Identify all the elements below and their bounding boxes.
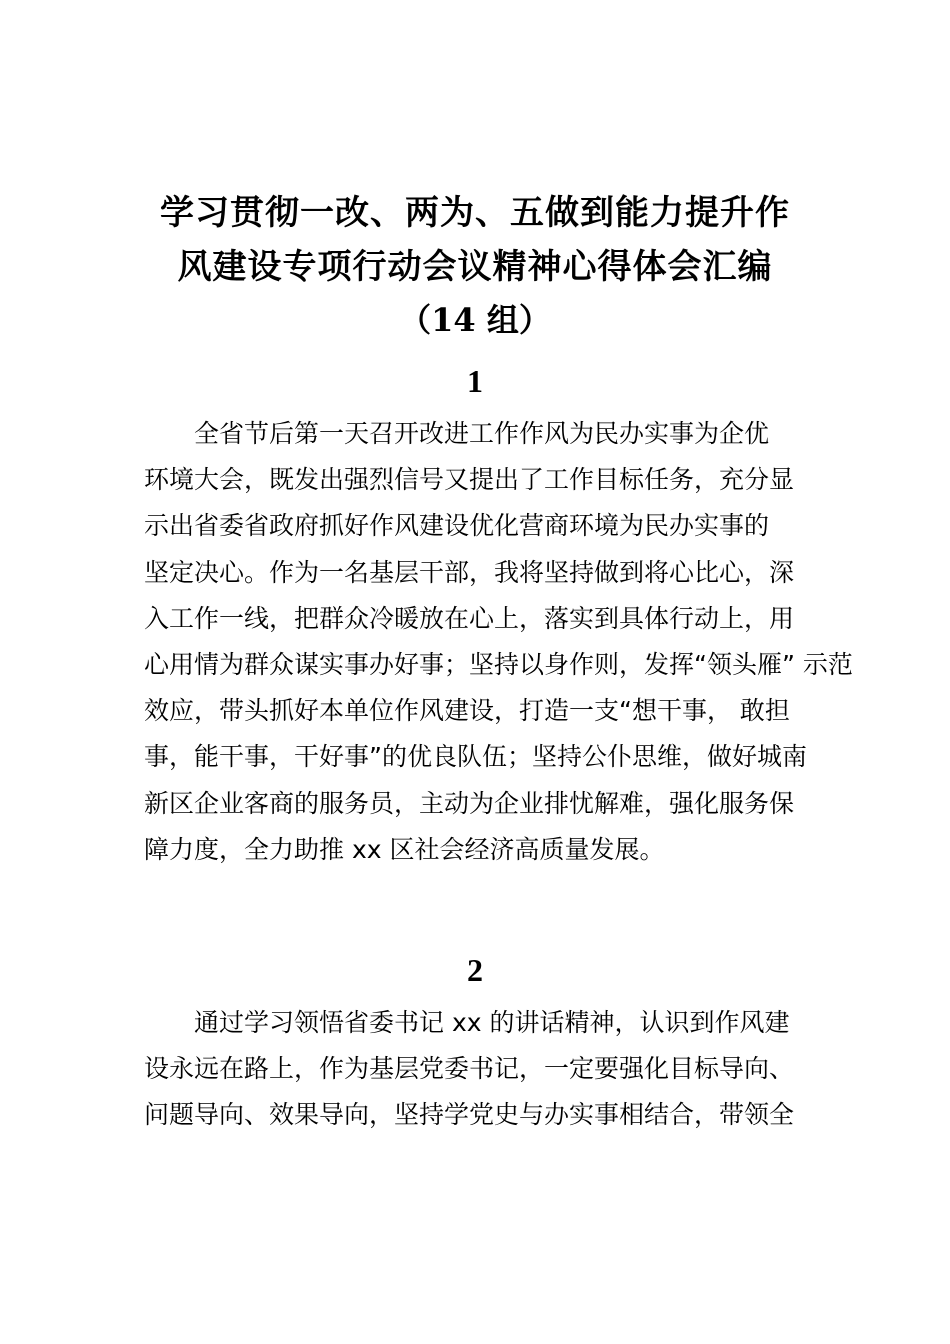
section-1-paragraph	[144, 411, 853, 873]
paragraph-line: 障力度，全力助推 xx 区社会经济高质量发展。	[144, 834, 665, 864]
title-line-1: 学习贯彻一改、两为、五做到能力提升作	[160, 193, 790, 233]
paragraph-line: 设永远在路上，作为基层党委书记，一定要强化目标导向、	[144, 1054, 795, 1084]
paragraph-line: 心用情为群众谋实事办好事；坚持以身作则，发挥“领头雁” 示范	[144, 649, 853, 679]
paragraph-line: 环境大会，既发出强烈信号又提出了工作目标任务，充分显	[144, 465, 795, 495]
paragraph-line: 坚定决心。作为一名基层干部，我将坚持做到将心比心，深	[144, 557, 795, 587]
section-number-1: 1	[467, 363, 483, 399]
paragraph-line: 效应，带头抓好本单位作风建设，打造一支“想干事， 敢担	[144, 696, 790, 726]
paragraph-line: 新区企业客商的服务员，主动为企业排忧解难，强化服务保	[144, 788, 795, 818]
paragraph-line: 入工作一线，把群众冷暖放在心上，落实到具体行动上，用	[144, 603, 795, 633]
paragraph-line: 事，能干事，干好事”的优良队伍；坚持公仆思维，做好城南	[144, 742, 807, 772]
paragraph-line: 通过学习领悟省委书记 xx 的讲话精神，认识到作风建	[194, 1008, 790, 1037]
paragraph-line: 全省节后第一天召开改进工作作风为民办实事为企优	[194, 419, 770, 448]
title-line-3: （14 组）	[399, 301, 551, 339]
document-title	[100, 186, 850, 346]
section-2-paragraph	[144, 1000, 814, 1139]
paragraph-line: 示出省委省政府抓好作风建设优化营商环境为民办实事的	[144, 511, 770, 541]
section-number-2: 2	[467, 952, 483, 988]
title-line-2: 风建设专项行动会议精神心得体会汇编	[177, 247, 773, 287]
paragraph-line: 问题导向、效果导向，坚持学党史与办实事相结合，带领全	[144, 1100, 795, 1130]
